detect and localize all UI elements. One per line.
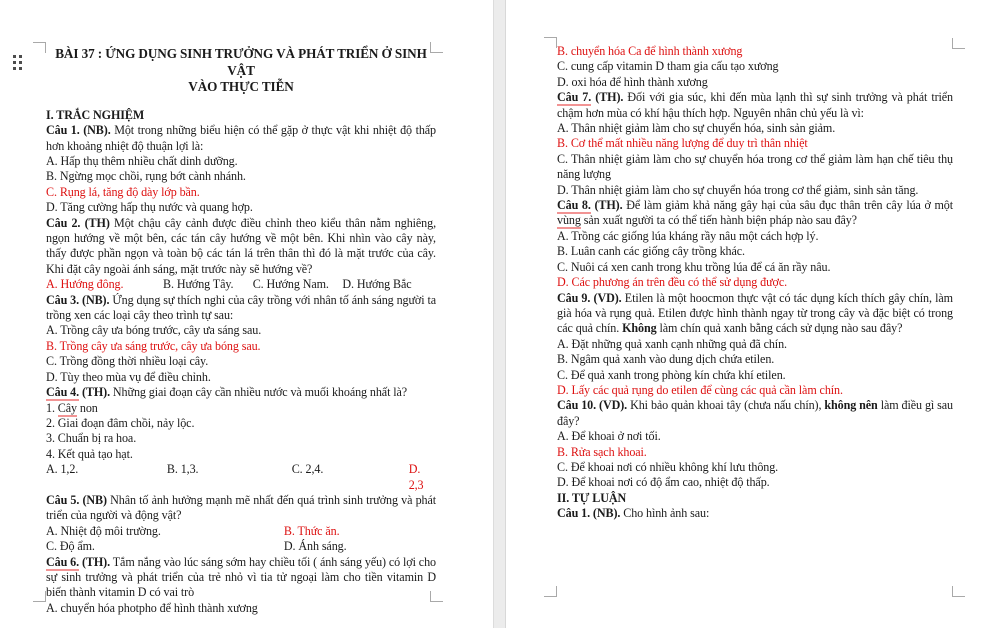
text-run: D. Thân nhiệt giảm làm cho sự chuyển hóa trong cơ thể giảm, sinh sản tăng. (557, 182, 919, 197)
option-line (557, 136, 953, 151)
text-run: C. 2,4. (291, 462, 324, 477)
text-run: D. Tăng cường hấp thụ nước và quang hợp. (46, 200, 253, 215)
option-cell (284, 539, 436, 554)
text-run: II. TỰ LUẬN (557, 490, 627, 505)
option-line (557, 445, 953, 460)
question-text (557, 152, 953, 183)
text-run: Nhân tố ảnh hưởng mạnh mẽ nhất đến quá trình sinh trưởng và phát triển của người và động vật? (46, 492, 436, 523)
text-run: C. cung cấp vitamin D tham gia cấu tạo xương (557, 59, 779, 74)
option-cell (163, 277, 253, 292)
option-line (46, 169, 436, 184)
option-cell (342, 277, 436, 292)
question-text (557, 198, 953, 229)
text-run: D. Để khoai nơi có độ ẩm cao, nhiệt độ thấp. (557, 475, 770, 490)
text-run: C. Để quả xanh trong phòng kín chứa khí etilen. (557, 367, 786, 382)
option-cell (409, 462, 436, 493)
question-text (557, 398, 953, 429)
option-line (557, 121, 953, 136)
option-cell (46, 524, 284, 539)
option-line (557, 337, 953, 352)
option-cell (167, 462, 292, 493)
text-run: C. Độ ẩm. (46, 539, 95, 554)
text-run: B. Luân canh các giống cây trồng khác. (557, 244, 745, 259)
answer-highlight: D. 2,3 (408, 462, 424, 492)
option-line (557, 383, 953, 398)
text-run: Câu 5. (NB) (46, 492, 107, 507)
option-cell (46, 539, 284, 554)
option-line (46, 323, 436, 338)
text-run: Câu 2. (TH) (46, 215, 110, 230)
text-run: không nên (824, 398, 878, 413)
text-run: làm điều gì sau đây? (557, 398, 953, 428)
text-run: D. Hướng Bắc (342, 277, 412, 292)
text-run: C. Thân nhiệt giảm làm cho sự chuyển hóa trong cơ thể giảm làm hạn chế tiêu thụ năng lượng (557, 151, 953, 182)
spellcheck-word: Câu 6. (46, 554, 80, 569)
text-run: Câu 1. (NB). (46, 123, 111, 138)
answer-highlight: B. Trồng cây ưa sáng trước, cây ưa bóng sau. (46, 338, 261, 353)
text-run: Tắm nắng vào lúc sáng sớm hay chiều tối ( ánh sáng yếu) có lợi cho sự sinh trưởng và phát triển của trẻ nhỏ vì tia tử ngoại làm cho tiền vitamin D biến thành vitamin D có vai trò (46, 554, 436, 600)
text-run: 2. Giai đoạn đâm chồi, nảy lộc. (46, 415, 195, 430)
option-line (557, 260, 953, 275)
option-line (557, 229, 953, 244)
option-line (46, 401, 436, 416)
paragraph-drag-handle-icon[interactable] (13, 55, 25, 71)
option-line (46, 354, 436, 369)
answer-highlight: A. Hướng đông. (46, 277, 124, 292)
option-line (46, 447, 436, 462)
option-line (46, 416, 436, 431)
text-run: Câu 1. (NB). (557, 506, 621, 521)
doc-title-line: BÀI 37 : ỨNG DỤNG SINH TRƯỞNG VÀ PHÁT TRIỂN Ở SINH VẬT (55, 46, 427, 78)
text-run: B. Ngừng mọc chồi, rụng bớt cành nhánh. (46, 169, 246, 184)
question-text (46, 555, 436, 601)
text-run: B. Hướng Tây. (163, 277, 234, 292)
option-cell (253, 277, 343, 292)
answer-highlight: B. chuyển hóa Ca để hình thành xương (557, 44, 743, 58)
option-line (46, 601, 436, 616)
text-run: Ứng dụng sự thích nghi của cây trồng với nhân tố ánh sáng người ta trồng xen các loại cây theo trình tự sau: (46, 292, 436, 323)
option-line (46, 185, 436, 200)
page-gap (493, 0, 506, 628)
option-line (46, 339, 436, 354)
option-line (46, 200, 436, 215)
option-line (557, 244, 953, 259)
option-line (557, 368, 953, 383)
question-text (46, 385, 436, 400)
option-line (557, 275, 953, 290)
document-page-1 (46, 46, 436, 616)
crop-mark (544, 586, 557, 597)
text-run: I. TRẮC NGHIỆM (46, 107, 145, 122)
spellcheck-word: Câu 4. (46, 385, 80, 400)
text-run: (TH). (590, 198, 623, 213)
text-run: A. Trồng cây ưa bóng trước, cây ưa sáng sau. (46, 323, 262, 338)
answer-highlight: D. Các phương án trên đều có thể sử dụng được. (557, 275, 788, 290)
text-run: A. Trồng các giống lúa kháng rầy nâu một cách hợp lý. (557, 228, 819, 243)
options-row (46, 539, 436, 554)
text-run: A. Để khoai ở nơi tối. (557, 429, 661, 444)
crop-mark (544, 37, 557, 48)
spellcheck-word: vùng (557, 213, 581, 228)
spellcheck-word: Câu 8. (557, 198, 591, 213)
answer-highlight: B. Rửa sạch khoai. (557, 444, 647, 459)
text-run: Để làm giảm khả năng gây hại của sâu đục thân trên cây lúa ở một (622, 198, 953, 213)
text-run: 4. Kết quả tạo hạt. (46, 446, 133, 461)
text-run: Một trong những biểu hiện có thể gặp ở thực vật khi nhiệt độ thấp hơn khoảng nhiệt độ thuận lợi là: (46, 123, 436, 153)
text-run: sản xuất người ta có thể tiến hành biện pháp nào sau đây? (580, 213, 857, 228)
text-run: Câu 9. (VD). (557, 290, 622, 305)
text-run: non (76, 400, 98, 415)
text-run: Khi bảo quản khoai tây (chưa nấu chín), (627, 398, 825, 413)
text-run: Câu 10. (VD). (557, 398, 628, 413)
crop-mark (952, 38, 965, 49)
text-run: C. Trồng đồng thời nhiều loại cây. (46, 354, 209, 369)
text-run: Cho hình ảnh sau: (620, 506, 710, 521)
spellcheck-word: Câu 7. (557, 90, 592, 105)
options-row (46, 524, 436, 539)
crop-mark (33, 42, 46, 53)
question-text (46, 293, 436, 324)
text-run: D. Tùy theo mùa vụ để điều chỉnh. (46, 369, 211, 384)
text-run: (TH). (79, 385, 110, 400)
text-run: Etilen là một hoocmon thực vật có tác dụng kích thích gây chín, làm già hóa và rụng quả. Etilen được hình thành ngay từ trong cây và đặc biệt có trong các quả chín. (557, 290, 953, 336)
section-heading (46, 108, 436, 123)
text-run: 3. Chuẩn bị ra hoa. (46, 431, 137, 446)
answer-highlight: D. Lấy các quả rụng do etilen để cùng các quả cần làm chín. (557, 382, 843, 397)
answer-highlight: C. Rụng lá, tăng độ dày lớp bần. (46, 184, 200, 199)
option-line (557, 429, 953, 444)
text-run: C. Để khoai nơi có nhiều không khí lưu thông. (557, 459, 779, 474)
question-text (46, 123, 436, 154)
question-text (46, 216, 436, 278)
question-text (46, 493, 436, 524)
text-run: B. Ngâm quả xanh vào dung dịch chứa etilen. (557, 352, 775, 367)
text-run: B. 1,3. (166, 462, 199, 477)
doc-title-line: VÀO THỰC TIỄN (188, 79, 294, 95)
option-line (557, 460, 953, 475)
doc-title (46, 46, 436, 96)
text-run: C. Hướng Nam. (252, 277, 329, 292)
option-line (557, 44, 953, 59)
text-run: (TH). (79, 554, 111, 569)
option-line (46, 370, 436, 385)
option-cell (46, 462, 167, 493)
answer-highlight: B. Cơ thể mất nhiều năng lượng để duy trì thân nhiệt (557, 136, 808, 151)
spellcheck-word: Cây (57, 400, 77, 415)
text-run: Những giai đoạn cây cần nhiều nước và muối khoáng nhất là? (110, 385, 408, 400)
option-line (557, 183, 953, 198)
option-line (557, 75, 953, 90)
option-line (46, 431, 436, 446)
text-run: (TH). (591, 90, 624, 105)
option-cell (284, 524, 436, 539)
text-run: Câu 3. (NB). (46, 292, 110, 307)
option-cell (46, 277, 163, 292)
text-run: A. Đặt những quả xanh cạnh những quả đã chín. (557, 336, 787, 351)
text-run: 1. (46, 400, 58, 415)
option-line (46, 154, 436, 169)
section-heading (557, 491, 953, 506)
text-run: làm chín quả xanh bằng cách sử dụng nào sau đây? (656, 321, 903, 336)
text-run: Một chậu cây cảnh được điều chỉnh theo kiểu thân nằm nghiêng, ngọn hướng về một bên, các tán cây hướng về một bên. Khi nhìn vào cây này, thấy được phần ngọn và toàn bộ các tán lá trên thân thì đó là mặt trước của cây. Khi đặt cây ngoài ánh sáng, mặt trước này sẽ hướng về? (46, 215, 436, 276)
options-row (46, 277, 436, 292)
text-run: D. Ánh sáng. (283, 539, 347, 554)
options-row (46, 462, 436, 493)
option-cell (292, 462, 409, 493)
answer-highlight: B. Thức ăn. (283, 523, 340, 538)
question-text (557, 291, 953, 337)
crop-mark (33, 591, 46, 602)
document-page-2 (557, 44, 953, 522)
option-line (557, 59, 953, 74)
text-run: Đối với gia súc, khi đến mùa lạnh thì sự sinh trưởng và phát triển chậm hơn mùa có khí hậu thích hợp. Nguyên nhân chủ yếu là vì: (557, 90, 953, 120)
question-text (557, 506, 953, 521)
question-text (557, 90, 953, 121)
text-run: A. Hấp thụ thêm nhiều chất dinh dưỡng. (46, 154, 238, 168)
text-run: A. Thân nhiệt giảm làm cho sự chuyển hóa, sinh sản giảm. (557, 121, 836, 136)
option-line (557, 475, 953, 490)
option-line (557, 352, 953, 367)
crop-mark (952, 586, 965, 597)
text-run: A. Nhiệt độ môi trường. (46, 523, 161, 538)
text-run: A. 1,2. (46, 462, 79, 477)
text-run: Không (622, 321, 657, 336)
text-run: C. Nuôi cá xen canh trong khu trồng lúa để cá ăn rầy nâu. (557, 259, 831, 274)
text-run: A. chuyển hóa photpho để hình thành xương (46, 600, 258, 615)
text-run: D. oxi hóa để hình thành xương (557, 74, 708, 89)
